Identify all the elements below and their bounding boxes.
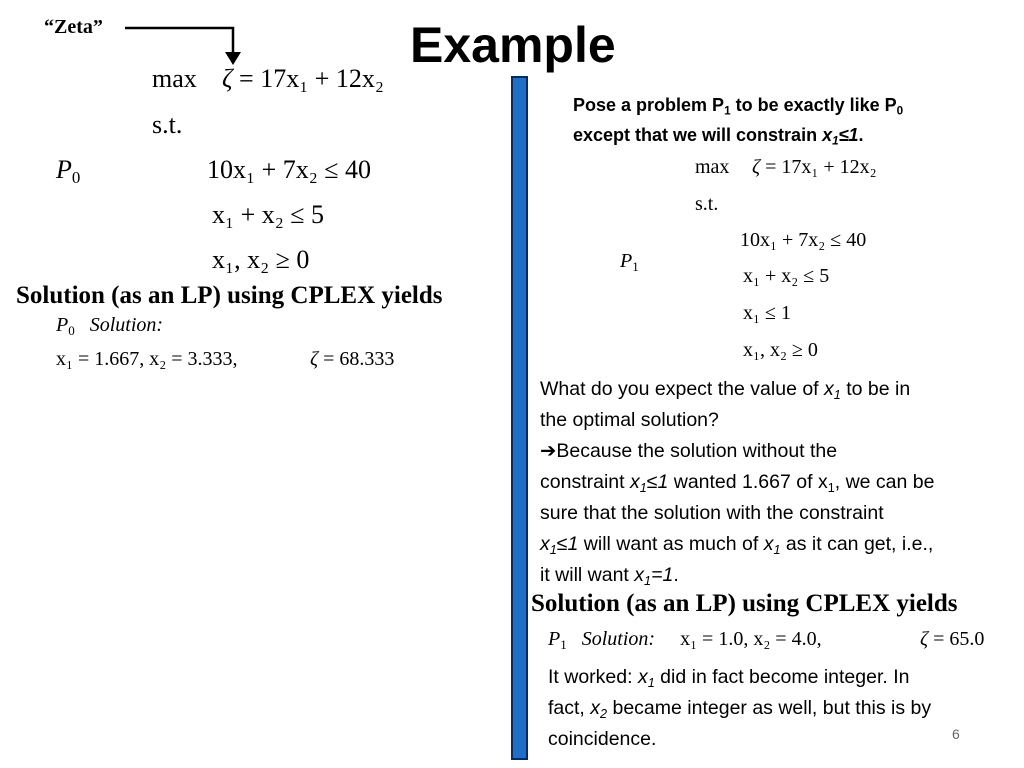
vertical-divider-bar	[511, 76, 528, 760]
right-arrow-icon: ➔	[540, 440, 557, 462]
p1-constraint-1: 10x₁ + 7x₂ ≤ 40	[740, 229, 867, 251]
page-title: Example	[410, 17, 616, 73]
p1-constraint-2: x₁ + x₂ ≤ 5	[743, 265, 830, 287]
p0-max-label: max	[152, 64, 197, 93]
reasoning-paragraph: What do you expect the value of $x_1$ to be in the optimal solution? ➔Because the solution without the constraint $x_1\le 1$ wanted 1.667 of $x_1$, we can be sure that the solution with the constraint $x_1\le 1$ will want as much of $x_1$ as it can get, i.e., it will want $x_1=1$.	[540, 378, 935, 588]
p1-constraint-4: x₁, x₂ ≥ 0	[743, 339, 818, 361]
conclusion-paragraph: It worked: $x_1$ did in fact become integer. In fact, $x_2$ became integer as well, but this is by coincidence.	[548, 666, 932, 750]
page-number: 6	[952, 726, 960, 742]
p0-constraint-3: x₁, x₂ ≥ 0	[212, 245, 310, 274]
p0-constraint-2: x₁ + x₂ ≤ 5	[212, 200, 325, 229]
p0-objective	[222, 64, 384, 94]
p0-problem-label: $P_0$	[56, 155, 81, 188]
p1-max-label: max	[695, 156, 730, 178]
p0-st-label: s.t.	[152, 110, 183, 139]
p1-solution-header: Solution (as an LP) using CPLEX yields	[531, 590, 958, 617]
p0-objective-rhs: = 17x₁ + 12x₂	[239, 64, 384, 93]
p1-problem-label: $P_1$	[620, 250, 639, 274]
p0-constraint-1: 10x₁ + 7x₂ ≤ 40	[207, 155, 372, 184]
p1-solution-zeta: ζ = 65.0	[920, 628, 985, 650]
p1-constraint-3: x₁ ≤ 1	[743, 302, 791, 324]
pose-problem-text: Pose a problem $P_1$ to be exactly like $P_0$ except that we will constrain $x_1\le 1$.	[573, 95, 904, 148]
p1-solution-line: $P_1$ Solution: x₁ = 1.0, x₂ = 4.0,	[548, 628, 822, 652]
p0-solution-zeta: ζ = 68.333	[310, 348, 395, 370]
zeta-annotation-label: “Zeta”	[44, 16, 103, 38]
p0-solution-label: $P_0$ Solution:	[56, 314, 164, 338]
zeta-symbol: ζ	[222, 64, 233, 93]
p0-solution-values: x₁ = 1.667, x₂ = 3.333,	[56, 348, 238, 370]
p1-objective: ζ = 17x₁ + 12x₂	[752, 156, 877, 178]
zeta-arrow-icon	[120, 20, 250, 70]
p0-solution-header: Solution (as an LP) using CPLEX yields	[16, 282, 443, 309]
p1-st-label: s.t.	[695, 193, 719, 215]
